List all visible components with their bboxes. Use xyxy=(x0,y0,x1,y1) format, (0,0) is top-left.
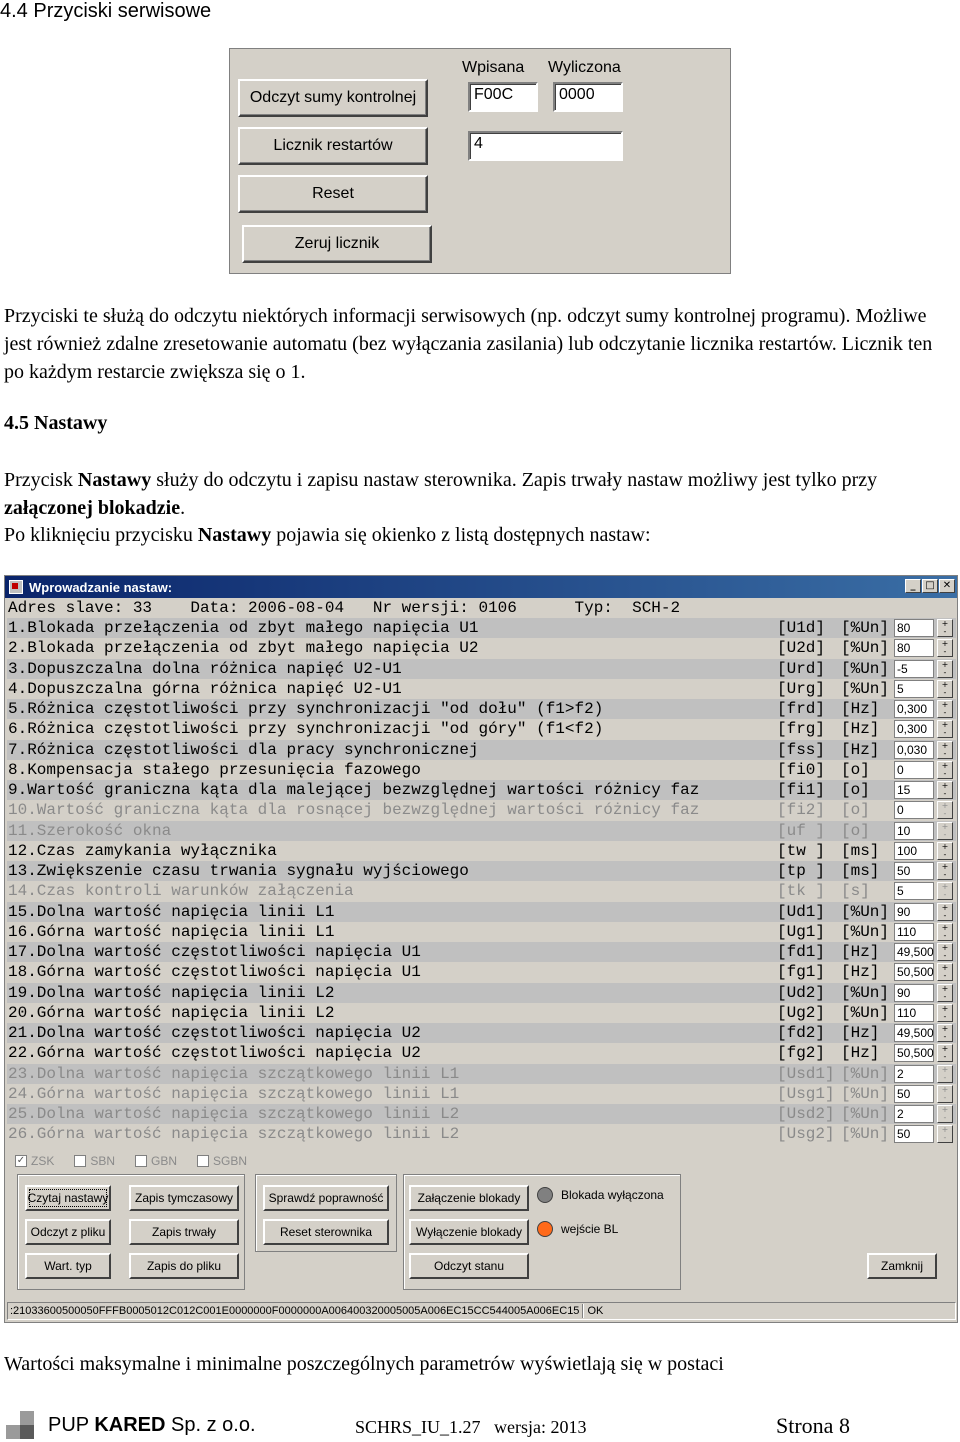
setting-value-field[interactable]: -5 xyxy=(894,660,934,678)
setting-value-field[interactable]: 10 xyxy=(894,822,934,840)
checkbox-label: SBN xyxy=(90,1154,116,1168)
setting-row xyxy=(7,1003,956,1023)
setting-unit: [%Un] xyxy=(841,619,890,637)
closing-text: Wartości maksymalne i minimalne poszczególnych parametrów wyświetlają się w postaci xyxy=(4,1353,724,1375)
setting-code: [fd2] xyxy=(777,1024,826,1042)
setting-row xyxy=(7,1104,956,1124)
setting-code: [Ug1] xyxy=(777,922,826,941)
setting-label: 6.Różnica częstotliwości przy synchronizacji "od góry" (f1<f2) xyxy=(8,720,604,739)
minimize-icon[interactable]: _ xyxy=(905,579,921,593)
bold-run: Nastawy xyxy=(197,524,272,546)
setting-label: 18.Górna wartość częstotliwości napięcia U1 xyxy=(8,963,421,982)
page-footer xyxy=(0,1405,960,1441)
save-file-button[interactable]: Zapis do pliku xyxy=(129,1253,239,1279)
col-calculated-label: Wyliczona xyxy=(548,59,621,76)
restart-counter-button[interactable]: Licznik restartów xyxy=(238,127,428,165)
setting-code: [Urd] xyxy=(777,659,826,678)
spin-updown-icon[interactable]: + - xyxy=(937,1065,953,1083)
setting-code: [tp ] xyxy=(777,862,826,880)
spin-updown-icon[interactable]: + - xyxy=(937,761,953,779)
setting-row xyxy=(7,983,956,1003)
spin-updown-icon[interactable]: + - xyxy=(937,680,953,698)
setting-value-field[interactable]: 50,500 xyxy=(894,1044,934,1062)
spin-updown-icon[interactable]: + - xyxy=(937,1085,953,1103)
spin-updown-icon[interactable]: + - xyxy=(937,1004,953,1022)
spin-updown-icon[interactable]: + - xyxy=(937,1024,953,1042)
checkbox-gbn[interactable] xyxy=(135,1154,177,1168)
spin-updown-icon[interactable]: + - xyxy=(937,882,953,900)
setting-value-field[interactable]: 50 xyxy=(894,862,934,880)
section-heading-settings: 4.5 Nastawy xyxy=(4,412,108,434)
setting-label: 25.Dolna wartość napięcia szczątkowego linii L2 xyxy=(8,1105,460,1123)
spin-updown-icon[interactable]: + - xyxy=(937,720,953,738)
setting-unit: [o] xyxy=(841,821,870,840)
setting-code: [Usd2] xyxy=(777,1105,835,1123)
lock-off-button[interactable]: Wyłączenie blokady xyxy=(409,1219,529,1245)
setting-code: [fi1] xyxy=(777,781,826,799)
setting-unit: [Hz] xyxy=(841,740,880,759)
checkbox-sbn[interactable] xyxy=(74,1154,115,1168)
checkbox-label: GBN xyxy=(151,1154,178,1168)
setting-unit: [%Un] xyxy=(841,679,890,698)
status-separator xyxy=(582,1304,584,1318)
setting-label: 21.Dolna wartość częstotliwości napięcia U2 xyxy=(8,1024,421,1042)
spin-updown-icon[interactable]: + - xyxy=(937,963,953,981)
setting-code: [U2d] xyxy=(777,639,826,658)
footer-doc-id: SCHRS_IU_1.27 wersja: 2013 xyxy=(355,1417,587,1437)
section-heading-service: 4.4 Przyciski serwisowe xyxy=(0,0,212,22)
setting-label: 11.Szerokość okna xyxy=(8,821,172,840)
setting-row xyxy=(7,800,956,820)
restart-count-field[interactable]: 4 xyxy=(468,131,623,161)
setting-row xyxy=(7,861,956,881)
checkbox-icon[interactable] xyxy=(74,1155,86,1167)
setting-row xyxy=(7,1064,956,1084)
setting-label: 10.Wartość graniczna kąta dla rosnącej bezwzględnej wartości różnicy faz xyxy=(8,801,700,820)
setting-value-field[interactable]: 0 xyxy=(894,801,934,819)
input-bl-led xyxy=(537,1221,553,1237)
close-button[interactable]: Zamknij xyxy=(867,1253,937,1279)
setting-code: [fss] xyxy=(777,740,826,759)
setting-row xyxy=(7,719,956,739)
reset-button[interactable]: Reset xyxy=(238,175,428,213)
setting-label: 23.Dolna wartość napięcia szczątkowego linii L1 xyxy=(8,1064,460,1083)
setting-value-field[interactable]: 49,500 xyxy=(894,943,934,961)
window-buttons xyxy=(905,579,955,593)
lock-status-label: Blokada wyłączona xyxy=(561,1188,664,1202)
setting-unit: [Hz] xyxy=(841,720,880,739)
setting-row xyxy=(7,780,956,800)
setting-label: 17.Dolna wartość częstotliwości napięcia U1 xyxy=(8,943,421,961)
setting-row xyxy=(7,699,956,719)
service-panel xyxy=(229,48,731,274)
setting-value-field[interactable]: 110 xyxy=(894,1004,934,1022)
setting-code: [Ud1] xyxy=(777,902,826,921)
read-state-button[interactable]: Odczyt stanu xyxy=(409,1253,529,1279)
setting-code: [tk ] xyxy=(777,882,826,901)
setting-code: [Ug2] xyxy=(777,1003,826,1022)
setting-code: [fg1] xyxy=(777,963,826,982)
setting-row xyxy=(7,922,956,942)
checkbox-icon[interactable] xyxy=(197,1155,209,1167)
setting-label: 24.Górna wartość napięcia szczątkowego linii L1 xyxy=(8,1084,460,1103)
setting-unit: [%Un] xyxy=(841,1064,890,1083)
setting-unit: [%Un] xyxy=(841,1105,890,1123)
reset-controller-button[interactable]: Reset sterownika xyxy=(263,1219,389,1245)
settings-paragraph-1 xyxy=(4,466,944,522)
spin-updown-icon[interactable]: + - xyxy=(937,1044,953,1062)
setting-label: 12.Czas zamykania wyłącznika xyxy=(8,841,277,860)
setting-code: [fi0] xyxy=(777,760,826,779)
setting-code: [U1d] xyxy=(777,619,826,637)
spin-updown-icon[interactable]: + - xyxy=(937,660,953,678)
input-bl-label: wejście BL xyxy=(561,1222,619,1236)
setting-label: 15.Dolna wartość napięcia linii L1 xyxy=(8,902,335,921)
setting-code: [frg] xyxy=(777,720,826,739)
setting-label: 19.Dolna wartość napięcia linii L2 xyxy=(8,983,335,1002)
setting-unit: [%Un] xyxy=(841,983,890,1002)
checkbox-icon[interactable] xyxy=(135,1155,147,1167)
setting-label: 16.Górna wartość napięcia linii L1 xyxy=(8,922,335,941)
spin-updown-icon[interactable]: + - xyxy=(937,842,953,860)
spin-updown-icon[interactable]: + - xyxy=(937,1105,953,1123)
setting-unit: [ms] xyxy=(841,841,880,860)
setting-unit: [%Un] xyxy=(841,1084,890,1103)
setting-code: [frd] xyxy=(777,700,826,718)
setting-unit: [%Un] xyxy=(841,639,890,658)
setting-row xyxy=(7,1084,956,1104)
settings-paragraph-2 xyxy=(4,521,944,549)
setting-value-field[interactable]: 2 xyxy=(894,1065,934,1083)
setting-label: 4.Dopuszczalna górna różnica napięć U2-U1 xyxy=(8,679,402,698)
lock-status-led xyxy=(537,1187,553,1203)
setting-code: [tw ] xyxy=(777,841,826,860)
read-settings-button[interactable]: Czytaj nastawy xyxy=(25,1185,111,1211)
setting-value-field[interactable]: 50,500 xyxy=(894,963,934,981)
setting-unit: [%Un] xyxy=(841,902,890,921)
permanent-save-button[interactable]: Zapis trwały xyxy=(129,1219,239,1245)
dialog-titlebar[interactable] xyxy=(5,576,957,598)
checkbox-sgbn[interactable] xyxy=(197,1154,247,1168)
spin-updown-icon[interactable]: + - xyxy=(937,943,953,961)
setting-label: 1.Blokada przełączenia od zbyt małego napięcia U1 xyxy=(8,619,479,637)
setting-label: 26.Górna wartość napięcia szczątkowego linii L2 xyxy=(8,1125,460,1144)
setting-unit: [Hz] xyxy=(841,943,880,961)
setting-unit: [o] xyxy=(841,781,870,799)
setting-row xyxy=(7,962,956,982)
read-file-button[interactable]: Odczyt z pliku xyxy=(25,1219,111,1245)
setting-row xyxy=(7,821,956,841)
setting-code: [fi2] xyxy=(777,801,826,820)
settings-list xyxy=(7,598,956,1198)
spin-updown-icon[interactable]: + - xyxy=(937,639,953,657)
setting-value-field[interactable]: 90 xyxy=(894,984,934,1002)
app-icon xyxy=(9,580,23,594)
setting-row xyxy=(7,679,956,699)
company-prefix: PUP xyxy=(48,1414,95,1436)
setting-row xyxy=(7,1043,956,1063)
setting-row xyxy=(7,659,956,679)
setting-label: 5.Różnica częstotliwości przy synchronizacji "od dołu" (f1>f2) xyxy=(8,700,604,718)
dialog-title: Wprowadzanie nastaw: xyxy=(29,579,173,595)
setting-row xyxy=(7,740,956,760)
setting-value-field[interactable]: 100 xyxy=(894,842,934,860)
setting-code: [Usg1] xyxy=(777,1084,835,1103)
spin-updown-icon[interactable]: + - xyxy=(937,781,953,799)
spin-updown-icon[interactable]: + - xyxy=(937,984,953,1002)
status-ok: OK xyxy=(587,1305,604,1317)
checkbox-zsk[interactable] xyxy=(15,1154,54,1168)
setting-label: 7.Różnica częstotliwości dla pracy synchronicznej xyxy=(8,740,479,759)
setting-unit: [%Un] xyxy=(841,1125,890,1144)
setting-unit: [Hz] xyxy=(841,1024,880,1042)
setting-row xyxy=(7,760,956,780)
setting-code: [uf ] xyxy=(777,821,826,840)
typical-values-button[interactable]: Wart. typ xyxy=(25,1253,111,1279)
setting-row xyxy=(7,638,956,658)
text-run: Po kliknięciu przycisku xyxy=(4,524,198,546)
setting-row xyxy=(7,841,956,861)
close-icon[interactable]: ✕ xyxy=(939,579,955,593)
checksum-button[interactable]: Odczyt sumy kontrolnej xyxy=(238,79,428,117)
lock-on-button[interactable]: Załączenie blokady xyxy=(409,1185,529,1211)
setting-code: [Usg2] xyxy=(777,1125,835,1144)
setting-label: 13.Zwiększenie czasu trwania sygnału wyjściowego xyxy=(8,862,469,880)
setting-unit: [Hz] xyxy=(841,963,880,982)
checkbox-label: SGBN xyxy=(213,1154,248,1168)
setting-unit: [%Un] xyxy=(841,659,890,678)
setting-code: [Ud2] xyxy=(777,983,826,1002)
status-bar xyxy=(7,1302,956,1320)
setting-value-field[interactable]: 50 xyxy=(894,1085,934,1103)
setting-code: [fd1] xyxy=(777,943,826,961)
setting-row xyxy=(7,942,956,962)
setting-unit: [%Un] xyxy=(841,1003,890,1022)
setting-label: 2.Blokada przełączenia od zbyt małego napięcia U2 xyxy=(8,639,479,658)
footer-company xyxy=(48,1414,256,1437)
setting-unit: [%Un] xyxy=(841,922,890,941)
checkbox-row xyxy=(15,1154,247,1168)
text-run: pojawia się okienko z listą dostępnych nastaw: xyxy=(271,524,651,546)
checkbox-label: ZSK xyxy=(31,1154,55,1168)
text-run: Przycisk xyxy=(4,469,78,491)
setting-row xyxy=(7,618,956,638)
setting-value-field[interactable]: 80 xyxy=(894,619,934,637)
setting-label: 9.Wartość graniczna kąta dla malejącej bezwzględnej wartości różnicy faz xyxy=(8,781,700,799)
setting-label: 14.Czas kontroli warunków załączenia xyxy=(8,882,354,901)
setting-code: [Urg] xyxy=(777,679,826,698)
company-name: KARED xyxy=(94,1414,166,1436)
setting-value-field[interactable]: 90 xyxy=(894,903,934,921)
text-run: . xyxy=(180,497,186,519)
setting-value-field[interactable]: 80 xyxy=(894,639,934,657)
maximize-icon[interactable]: □ xyxy=(922,579,938,593)
setting-code: [fg2] xyxy=(777,1044,826,1063)
spin-updown-icon[interactable]: + - xyxy=(937,801,953,819)
setting-row xyxy=(7,1023,956,1043)
setting-label: 8.Kompensacja stałego przesunięcia fazowego xyxy=(8,760,421,779)
spin-updown-icon[interactable]: + - xyxy=(937,862,953,880)
col-entered-label: Wpisana xyxy=(462,59,525,76)
checksum-entered-field[interactable]: F00C xyxy=(468,82,538,112)
setting-value-field[interactable]: 50 xyxy=(894,1125,934,1143)
text-run: służy do odczytu i zapisu nastaw sterownika. Zapis trwały nastaw możliwy jest tylko przy xyxy=(151,469,878,491)
setting-value-field[interactable]: 0,300 xyxy=(894,700,934,718)
temp-save-button[interactable]: Zapis tymczasowy xyxy=(129,1185,239,1211)
setting-value-field[interactable]: 0,030 xyxy=(894,741,934,759)
footer-page-number: Strona 8 xyxy=(776,1413,850,1438)
setting-value-field[interactable]: 5 xyxy=(894,882,934,900)
setting-value-field[interactable]: 2 xyxy=(894,1105,934,1123)
status-hex: :21033600500050FFFB0005012C012C001E0000000F0000000A006400320005005A006EC15CC544005A006EC15 xyxy=(10,1305,580,1317)
spin-updown-icon[interactable]: + - xyxy=(937,741,953,759)
setting-value-field[interactable]: 49,500 xyxy=(894,1024,934,1042)
setting-value-field[interactable]: 110 xyxy=(894,923,934,941)
setting-unit: [s] xyxy=(841,882,870,901)
device-header-line xyxy=(7,598,956,618)
service-description: Przyciski te służą do odczytu niektórych informacji serwisowych (np. odczyt sumy kontrolnej programu). Możliwe jest również zdalne zresetowanie automatu (bez wyłączania zasilania) lub odczytanie licznika restartów. Licznik ten po każdym restarcie zwiększa się o 1. xyxy=(4,305,933,383)
setting-row xyxy=(7,881,956,901)
setting-row xyxy=(7,1124,956,1144)
spin-updown-icon[interactable]: + - xyxy=(937,822,953,840)
zero-counter-button[interactable]: Zeruj licznik xyxy=(242,225,432,263)
spin-updown-icon[interactable]: + - xyxy=(937,903,953,921)
company-logo xyxy=(6,1411,34,1439)
setting-label: 20.Górna wartość napięcia linii L2 xyxy=(8,1003,335,1022)
spin-updown-icon[interactable]: + - xyxy=(937,923,953,941)
company-suffix: Sp. z o.o. xyxy=(165,1414,256,1436)
check-correct-button[interactable]: Sprawdź poprawność xyxy=(263,1185,389,1211)
spin-updown-icon[interactable]: + - xyxy=(937,700,953,718)
setting-value-field[interactable]: 0 xyxy=(894,761,934,779)
setting-unit: [Hz] xyxy=(841,1044,880,1063)
setting-value-field[interactable]: 0,300 xyxy=(894,720,934,738)
spin-updown-icon[interactable]: + - xyxy=(937,1125,953,1143)
setting-unit: [Hz] xyxy=(841,700,880,718)
settings-dialog xyxy=(4,575,958,1323)
checkbox-icon[interactable]: ✓ xyxy=(16,1155,26,1166)
setting-row xyxy=(7,902,956,922)
setting-label: 3.Dopuszczalna dolna różnica napięć U2-U1 xyxy=(8,659,402,678)
setting-unit: [o] xyxy=(841,760,870,779)
spin-updown-icon[interactable]: + - xyxy=(937,619,953,637)
setting-code: [Usd1] xyxy=(777,1064,835,1083)
setting-unit: [ms] xyxy=(841,862,880,880)
setting-value-field[interactable]: 15 xyxy=(894,781,934,799)
setting-unit: [o] xyxy=(841,801,870,820)
bold-run: Nastawy xyxy=(77,469,152,491)
bold-run: załączonej blokadzie xyxy=(4,497,181,519)
setting-label: 22.Górna wartość częstotliwości napięcia U2 xyxy=(8,1044,421,1063)
device-header-text: Adres slave: 33 Data: 2006-08-04 Nr wersji: 0106 Typ: SCH-2 xyxy=(8,599,681,617)
setting-value-field[interactable]: 5 xyxy=(894,680,934,698)
checksum-calculated-field[interactable]: 0000 xyxy=(553,82,623,112)
